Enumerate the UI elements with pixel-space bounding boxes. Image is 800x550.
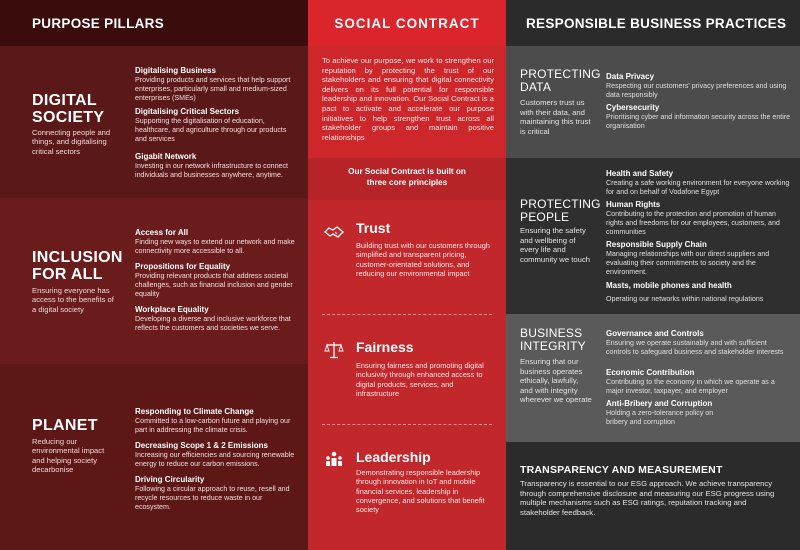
item-title: Cybersecurity	[606, 103, 660, 112]
leadership-icon	[324, 449, 344, 467]
business-integrity-desc: Ensuring that our business operates ethically, lawfully, and with integrity wherever we operate	[520, 357, 592, 405]
business-integrity-title	[520, 327, 600, 353]
item-title: Data Privacy	[606, 72, 655, 81]
item-text: Investing in our network infrastructure to connect individuals and businesses anywhere, anytime.	[135, 162, 288, 179]
item-text: Supporting the digitalisation of education, healthcare, and agriculture through our products and services	[135, 117, 287, 143]
protecting-people-title-line1: PROTECTING	[520, 197, 601, 211]
item-text: Increasing our efficiencies and sourcing renewable energy to reduce our carbon emissions.	[135, 451, 295, 468]
digital-society-item	[135, 66, 300, 102]
protecting-people-desc: Ensuring the safety and wellbeing of every life and community we touch	[520, 226, 591, 264]
principle-title-trust: Trust	[356, 220, 391, 236]
item-text: Providing products and services that help support enterprises, particularly small and medium-sized enterprises (SMEs)	[135, 76, 291, 102]
business-integrity-title-line1: BUSINESS	[520, 326, 583, 340]
protecting-data-section	[506, 46, 800, 158]
purpose-pillars-header: PURPOSE PILLARS	[0, 0, 308, 46]
digital-society-item	[135, 152, 300, 180]
item-title: Decreasing Scope 1 & 2 Emissions	[135, 441, 268, 450]
business-integrity-item	[606, 329, 792, 357]
scales-icon	[324, 341, 344, 359]
protecting-data-title-line2: DATA	[520, 80, 552, 94]
digital-society-desc: Connecting people and things, and digitalising critical sectors	[32, 128, 111, 156]
inclusion-title	[32, 249, 123, 283]
item-text: Contributing to the economy in which we operate as a major investor, taxpayer, and employer	[606, 378, 775, 395]
principle-desc-leadership: Demonstrating responsible leadership through innovation in IoT and mobile financial services, leadership in convergence, and solutions that benefit society	[356, 468, 485, 515]
item-title: Responding to Climate Change	[135, 407, 254, 416]
item-title: Responsible Supply Chain	[606, 240, 707, 249]
planet-item	[135, 441, 300, 469]
protecting-people-title	[520, 198, 600, 224]
inclusion-item	[135, 305, 300, 333]
principle-desc-fairness: Ensuring fairness and promoting digital inclusivity through enhanced access to digital products, services, and infrastructure	[356, 361, 484, 398]
item-title: Health and Safety	[606, 169, 674, 178]
planet-desc: Reducing our environmental impact and helping society decarbonise	[32, 437, 105, 474]
digital-society-title	[32, 92, 104, 126]
protecting-people-item	[606, 281, 792, 304]
protecting-data-item	[606, 72, 792, 100]
business-integrity-title-line2: INTEGRITY	[520, 339, 586, 353]
item-text: Contributing to the protection and promotion of human rights and freedoms for our employees, customers, and communities	[606, 210, 780, 236]
business-integrity-section	[506, 314, 800, 442]
item-text: Managing relationships with our direct suppliers and evaluating their commitments to society and the environment.	[606, 250, 770, 276]
item-text: Ensuring we operate sustainably and with sufficient controls to safeguard business and stakeholder interests	[606, 339, 784, 356]
item-text: Developing a diverse and inclusive workforce that reflects the customers and societies we serve.	[135, 315, 291, 332]
item-title: Digitalising Critical Sectors	[135, 107, 240, 116]
core-principles-line1: Our Social Contract is built on	[348, 167, 466, 176]
social-contract-header: SOCIAL CONTRACT	[308, 0, 506, 46]
principle-desc-trust: Building trust with our customers through simplified and transparent pricing, customer-orientated solutions, and reducing our environmental impact	[356, 241, 490, 278]
transparency-title: TRANSPARENCY AND MEASUREMENT	[520, 464, 723, 476]
item-title: Masts, mobile phones and health	[606, 281, 732, 290]
core-principles-banner	[308, 158, 506, 200]
inclusion-title-line2: FOR ALL	[32, 266, 103, 283]
protecting-people-title-line2: PEOPLE	[520, 210, 570, 224]
inclusion-title-line1: INCLUSION	[32, 249, 123, 266]
digital-society-title-line1: DIGITAL	[32, 92, 97, 109]
principle-divider	[322, 314, 492, 315]
planet-title: PLANET	[32, 417, 98, 434]
inclusion-desc: Ensuring everyone has access to the benefits of a digital society	[32, 286, 114, 314]
inclusion-section	[0, 198, 308, 364]
social-contract-intro-section	[308, 46, 506, 158]
item-title: Governance and Controls	[606, 329, 704, 338]
item-title: Economic Contribution	[606, 368, 695, 377]
item-title: Driving Circularity	[135, 475, 205, 484]
protecting-people-item	[606, 240, 792, 276]
item-text: Holding a zero-tolerance policy on bribery and corruption	[606, 409, 714, 426]
social-contract-intro: To achieve our purpose, we work to strengthen our reputation by protecting the trust of our stakeholders and ensuring that digital connectivity delivers on its full potential for responsible leadership and innovation. Our Social Contract is a pact to activate and accelerate our purpose initiatives to help strengthen trust across all stakeholder groups and maintain positive relationships	[322, 56, 494, 142]
item-text: Respecting our customers' privacy preferences and using data responsibly	[606, 82, 787, 99]
planet-section	[0, 364, 308, 550]
item-text: Committed to a low-carbon future and playing our part in addressing the climate crisis.	[135, 417, 291, 434]
handshake-icon	[324, 223, 344, 241]
planet-item	[135, 407, 300, 435]
item-text: Operating our networks within national regulations	[606, 295, 764, 303]
inclusion-item	[135, 262, 300, 298]
social-contract-column	[308, 0, 506, 550]
principle-title-leadership: Leadership	[356, 449, 431, 465]
protecting-data-desc: Customers trust us with their data, and maintaining this trust is critical	[520, 98, 591, 136]
planet-item	[135, 475, 300, 511]
item-title: Propositions for Equality	[135, 262, 231, 271]
transparency-text: Transparency is essential to our ESG approach. We achieve transparency through comprehensive disclosure and measuring our ESG progress using multiple mechanisms such as ESG ratings, reputation tracking and stakeholder feedback.	[520, 479, 775, 518]
item-text: Creating a safe working environment for everyone working for and on behalf of Vodafone Egypt	[606, 179, 790, 196]
item-text: Finding new ways to extend our network and make connectivity more accessible to all.	[135, 238, 295, 255]
digital-society-item	[135, 107, 300, 143]
digital-society-section	[0, 46, 308, 198]
item-text: Following a circular approach to reuse, resell and recycle resources to reduce waste in our ecosystem.	[135, 485, 290, 511]
digital-society-title-line2: SOCIETY	[32, 109, 105, 126]
item-title: Workplace Equality	[135, 305, 209, 314]
core-principles-text	[308, 167, 506, 188]
protecting-data-title-line1: PROTECTING	[520, 67, 601, 81]
item-title: Gigabit Network	[135, 152, 197, 161]
responsible-practices-header: RESPONSIBLE BUSINESS PRACTICES	[506, 0, 800, 46]
purpose-pillars-column	[0, 0, 308, 550]
item-title: Human Rights	[606, 200, 661, 209]
inclusion-item	[135, 228, 300, 256]
protecting-data-title	[520, 68, 600, 94]
transparency-section	[506, 442, 800, 550]
protecting-people-item	[606, 200, 792, 236]
principle-title-fairness: Fairness	[356, 339, 414, 355]
protecting-people-item	[606, 169, 792, 197]
protecting-data-item	[606, 103, 792, 131]
principle-divider	[322, 424, 492, 425]
responsible-practices-column	[506, 0, 800, 550]
item-text: Providing relevant products that address societal challenges, such as financial inclusion and gender equality	[135, 272, 293, 298]
business-integrity-item	[606, 399, 792, 427]
core-principles-line2: three core principles	[366, 177, 448, 187]
item-text: Prioritising cyber and information security across the entire organisation	[606, 113, 791, 130]
principles-section	[308, 200, 506, 550]
item-title: Digitalising Business	[135, 66, 216, 75]
business-integrity-item	[606, 368, 792, 396]
item-title: Access for All	[135, 228, 189, 237]
protecting-people-section	[506, 158, 800, 314]
item-title: Anti-Bribery and Corruption	[606, 399, 713, 408]
